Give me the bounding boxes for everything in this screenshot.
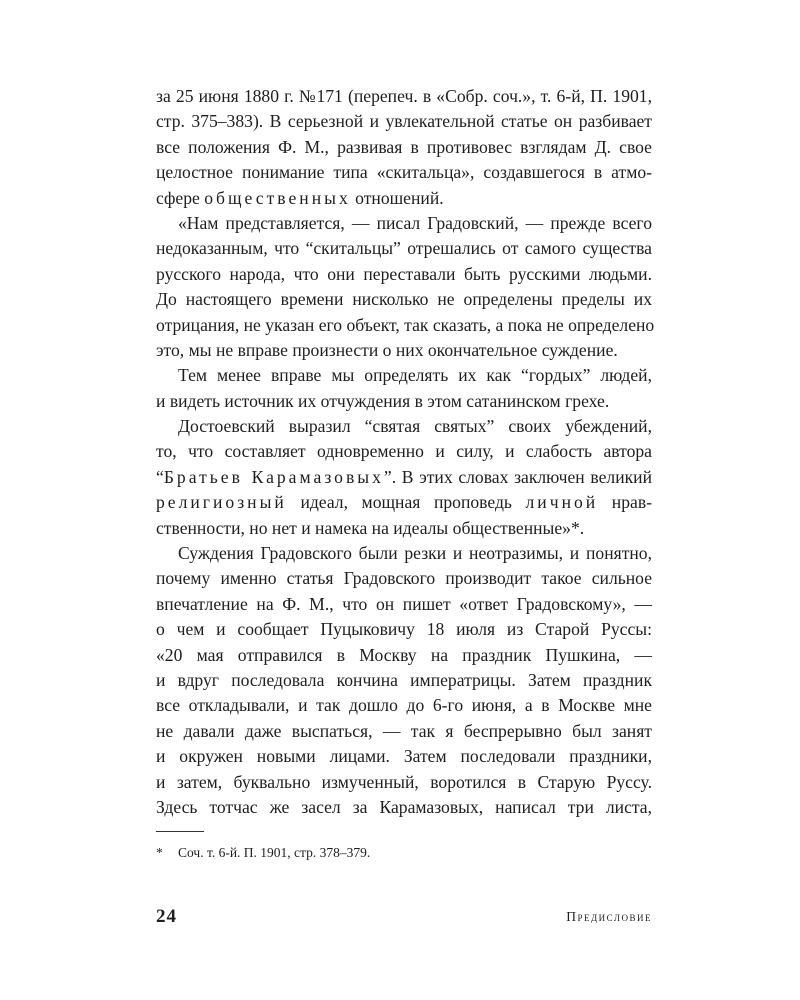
text-line: и затем, буквально измученный, воротился в Старую Руссу.	[156, 771, 652, 792]
text-span: ”. В этих словах заключен великий	[383, 466, 652, 487]
text-line	[156, 186, 652, 211]
text-line	[156, 465, 652, 490]
text-line	[156, 490, 652, 515]
footnote-text: Соч. т. 6-й. П. 1901, стр. 378–379.	[178, 845, 371, 860]
text-line: целостное понимание типа «скитальца», создавшегося в атмо-	[156, 162, 652, 183]
spaced-emphasis: общественных	[204, 187, 351, 208]
text-line: ственности, но нет и намека на идеалы общественные»*.	[156, 517, 585, 538]
spaced-emphasis: Братьев Карамазовых	[163, 466, 384, 487]
footnote	[156, 844, 370, 862]
text-line: недоказанным, что “скитальцы” отрешались от самого существа	[156, 238, 652, 259]
text-line: стр. 375–383). В серьезной и увлекательной статье он разбивает	[156, 111, 652, 132]
running-head: Предисловие	[566, 909, 652, 924]
text-line: и вдруг последовала кончина императрицы. Затем праздник	[156, 669, 652, 690]
text-line: это, мы не вправе произнести о них окончательное суждение.	[156, 339, 618, 360]
text-span: отношений.	[355, 187, 444, 208]
text-line: и окружен новыми лицами. Затем последовали праздники,	[156, 746, 652, 767]
page-number: 24	[156, 906, 177, 927]
footnote-divider	[156, 831, 204, 832]
text-line: и видеть источник их отчуждения в этом сатанинском грехе.	[156, 390, 610, 411]
footnote-marker: *	[156, 845, 163, 860]
text-line: за 25 июня 1880 г. №171 (перепеч. в «Собр. соч.», т. 6-й, П. 1901,	[156, 86, 652, 106]
text-line: Здесь тотчас же засел за Карамазовых, написал три листа,	[156, 796, 652, 817]
text-line: Суждения Градовского были резки и неотразимы, и понятно,	[178, 543, 652, 564]
text-span: нрав-	[611, 492, 652, 513]
text-line: то, что составляет одновременно и силу, и слабость автора	[156, 441, 652, 462]
main-text	[156, 84, 655, 820]
text-line: не давали даже выспаться, — так я беспрерывно был занят	[156, 720, 652, 741]
spaced-emphasis: религиозный	[156, 492, 287, 513]
text-line: почему именно статья Градовского производит такое сильное	[156, 568, 652, 589]
text-line: русского народа, что они переставали быть русскими людьми.	[156, 263, 652, 284]
text-line: впечатление на Ф. М., что он пишет «ответ Градовскому», —	[156, 593, 652, 614]
text-line: «Нам представляется, — писал Градовский, — прежде всего	[178, 212, 652, 233]
text-span: идеал, мощная проповедь	[300, 492, 512, 513]
text-line: «20 мая отправился в Москву на праздник Пушкина, —	[156, 644, 652, 665]
quote-mark: “	[156, 466, 164, 487]
text-line: Тем менее вправе мы определять их как “гордых” людей,	[178, 365, 652, 386]
text-line: все откладывали, и так дошло до 6-го июня, а в Москве мне	[156, 695, 652, 716]
text-line: о чем и сообщает Пуцыковичу 18 июля из Старой Руссы:	[156, 619, 652, 640]
text-line: отрицания, не указан его объект, так сказать, а пока не определено	[156, 314, 655, 335]
text-line: Достоевский выразил “святая святых” своих убеждений,	[178, 416, 652, 437]
text-line: До настоящего времени нисколько не определены пределы их	[156, 289, 652, 310]
text-span: сфере	[156, 187, 200, 208]
spaced-emphasis: личной	[525, 492, 599, 513]
text-line: все положения Ф. М., развивая в противовес взглядам Д. свое	[156, 136, 652, 157]
